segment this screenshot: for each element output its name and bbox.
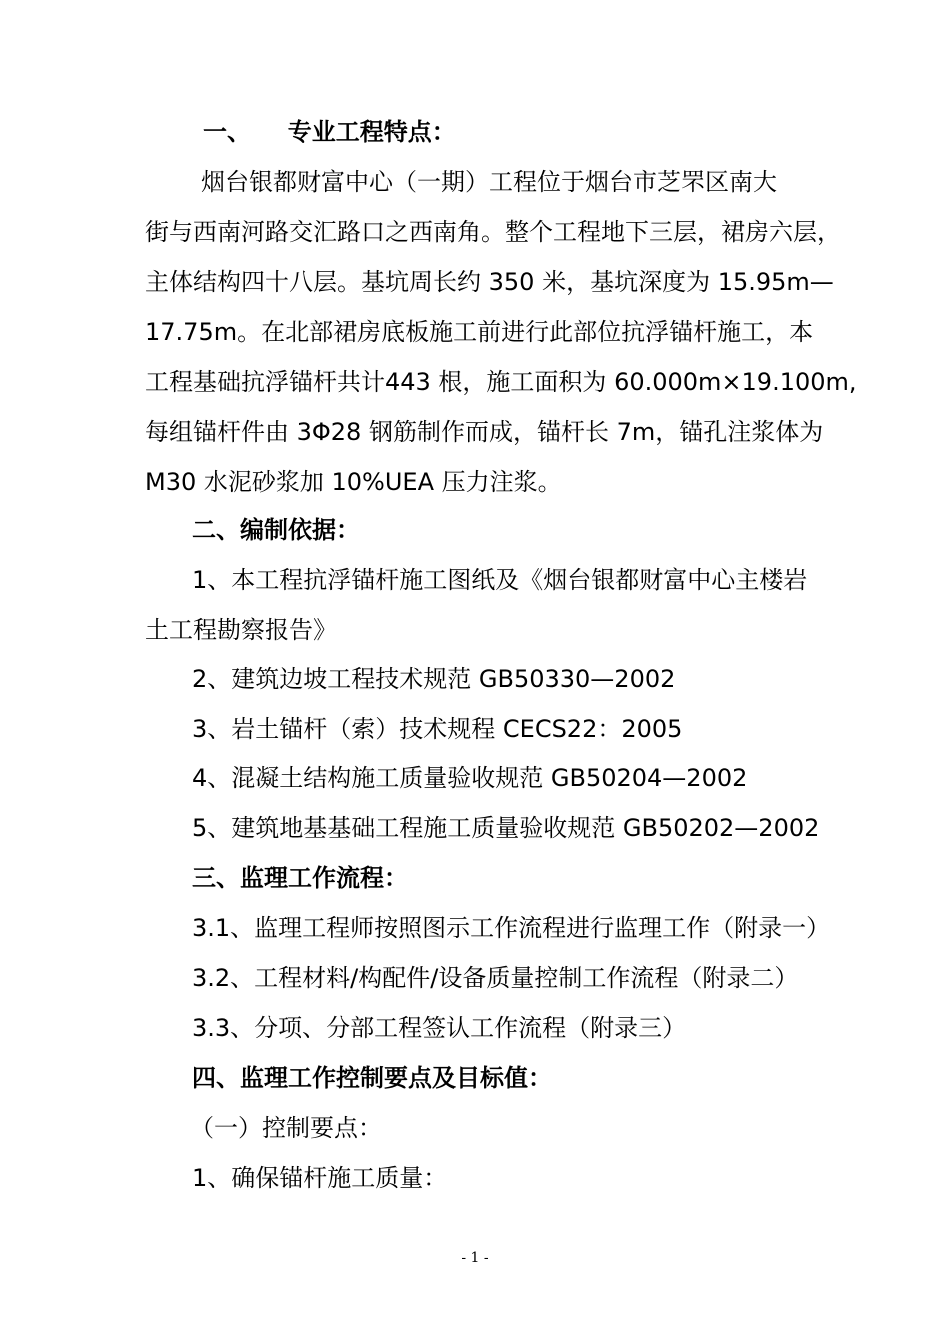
section1-paragraph-line: 街与西南河路交汇路口之西南角。整个工程地下三层，裙房六层， xyxy=(145,218,841,246)
control-point-item: 1、确保锚杆施工质量： xyxy=(192,1164,448,1192)
workflow-item: 3.3、分项、分部工程签认工作流程（附录三） xyxy=(192,1014,687,1042)
reference-item: 2、建筑边坡工程技术规范 GB50330—2002 xyxy=(192,665,676,693)
section1-paragraph-line: 烟台银都财富中心（一期）工程位于烟台市芝罘区南大 xyxy=(201,168,777,196)
reference-item: 3、岩土锚杆（索）技术规程 CECS22：2005 xyxy=(192,715,683,743)
section1-paragraph-line: 主体结构四十八层。基坑周长约 350 米，基坑深度为 15.95m— xyxy=(145,268,834,296)
workflow-item: 3.1、监理工程师按照图示工作流程进行监理工作（附录一） xyxy=(192,914,831,942)
section1-heading-number: 一、 xyxy=(203,118,251,146)
reference-item: 4、混凝土结构施工质量验收规范 GB50204—2002 xyxy=(192,764,748,792)
page-number: - 1 - xyxy=(461,1250,489,1266)
section3-heading: 三、监理工作流程： xyxy=(192,864,408,892)
section4-subheading: （一）控制要点： xyxy=(190,1114,382,1142)
section1-heading-text: 专业工程特点： xyxy=(287,118,456,146)
section4-heading: 四、监理工作控制要点及目标值： xyxy=(192,1064,552,1092)
reference-item: 5、建筑地基基础工程施工质量验收规范 GB50202—2002 xyxy=(192,814,820,842)
reference-item: 1、本工程抗浮锚杆施工图纸及《烟台银都财富中心主楼岩 xyxy=(192,566,808,594)
section1-paragraph-line: 工程基础抗浮锚杆共计443 根，施工面积为 60.000m×19.100m, xyxy=(145,368,857,396)
section2-heading: 二、编制依据： xyxy=(192,516,360,544)
section1-paragraph-line: M30 水泥砂浆加 10%UEA 压力注浆。 xyxy=(145,468,562,496)
workflow-item: 3.2、工程材料/构配件/设备质量控制工作流程（附录二） xyxy=(192,964,799,992)
section1-paragraph-line: 每组锚杆件由 3Φ28 钢筋制作而成，锚杆长 7m，锚孔注浆体为 xyxy=(145,418,824,446)
reference-item: 土工程勘察报告》 xyxy=(145,616,337,644)
section1-heading xyxy=(203,117,456,147)
section1-paragraph-line: 17.75m。在北部裙房底板施工前进行此部位抗浮锚杆施工，本 xyxy=(145,318,814,346)
